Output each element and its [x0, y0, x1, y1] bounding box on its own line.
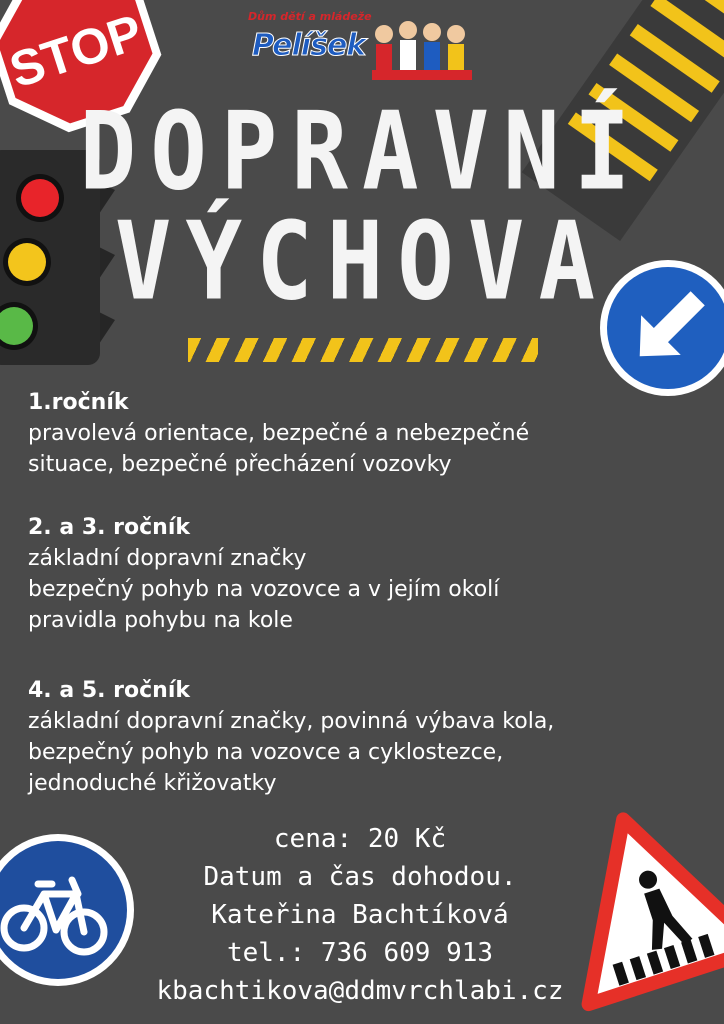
grade-block-1: [28, 388, 529, 480]
grade-line: pravolevá orientace, bezpečné a nebezpečné: [28, 421, 530, 446]
grade-line: základní dopravní značky, povinná výbava kola,: [28, 709, 555, 734]
hazard-strip: [188, 338, 538, 362]
children-illustration-icon: [366, 14, 478, 86]
grade-block-2: [28, 513, 499, 636]
grade-line: jednoduché křižovatky: [28, 771, 277, 796]
stop-sign-text: STOP: [3, 3, 149, 99]
contact-info: [120, 820, 600, 1010]
phone-text[interactable]: tel.: 736 609 913: [226, 938, 494, 968]
grade-line: bezpečný pohyb na vozovce a v jejím okolí: [28, 577, 500, 602]
grade-line: bezpečný pohyb na vozovce a cyklostezce,: [28, 740, 504, 765]
logo-name: Pelíšek: [252, 28, 366, 63]
grade-line: pravidla pohybu na kole: [28, 608, 293, 633]
grade-heading: 4. a 5. ročník: [28, 678, 190, 703]
logo-subtitle: Dům dětí a mládeže: [248, 10, 372, 23]
title-line-2: VÝCHOVA: [114, 199, 610, 326]
ddm-logo: [248, 10, 480, 88]
contact-name: Kateřina Bachtíková: [211, 900, 509, 930]
grade-line: situace, bezpečné přecházení vozovky: [28, 452, 452, 477]
grade-block-3: [28, 676, 554, 799]
grade-line: základní dopravní značky: [28, 546, 307, 571]
title-line-1: DOPRAVNÍ: [79, 89, 645, 216]
email-link[interactable]: kbachtikova@ddmvrchlabi.cz: [156, 976, 564, 1006]
grade-heading: 1.ročník: [28, 390, 129, 415]
grade-heading: 2. a 3. ročník: [28, 515, 190, 540]
bicycle-sign-icon: [0, 832, 136, 988]
price-text: cena: 20 Kč: [273, 824, 447, 854]
date-text: Datum a čas dohodou.: [203, 862, 517, 892]
